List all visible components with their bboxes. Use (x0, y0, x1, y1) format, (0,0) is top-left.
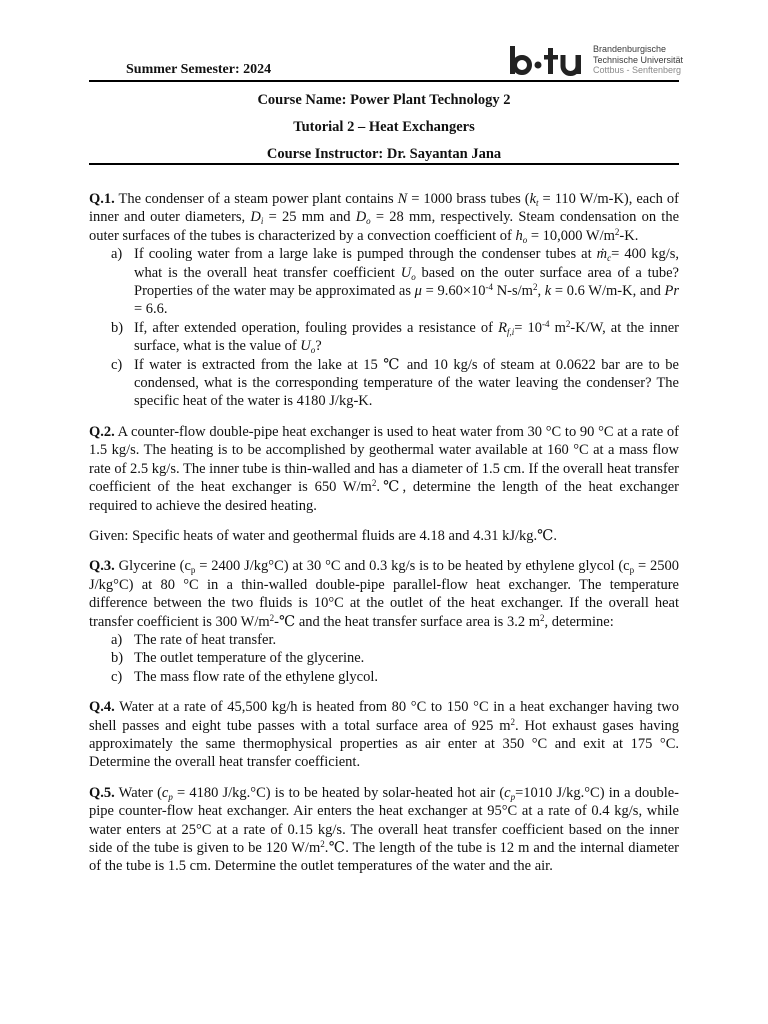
question-2-label: Q.2. (89, 423, 115, 440)
given-text: Given: Specific heats of water and geothermal fluids are 4.18 and 4.31 kJ/kg.℃. (89, 527, 558, 544)
part-b-label: b) (111, 319, 124, 336)
question-3-part-a (89, 631, 679, 649)
course-name: Course Name: Power Plant Technology 2 (257, 92, 511, 108)
question-3-text: Q.3. Glycerine ($c_p = 2400$ J/kg°C) at 30 °C and 0.3 kg/s is to be heated by ethylene glycol ($c_p = 2500$ J/kg°C) at 80 °C in a thin-walled double-pipe parallel-flow heat exchanger. The temperature difference between the two fluids is 10°C at the outlet of the heat exchanger. If the overall heat transfer coefficient is 300 $W/m^2-℃$ and the heat transfer surface area is 3.2 $m^2$, determine: (89, 558, 679, 630)
header-rule-top (89, 80, 679, 82)
question-3-part-c (89, 668, 679, 686)
question-3-part-b (89, 649, 679, 667)
question-3-label: Q.3. (89, 558, 115, 575)
question-1-part-a: a) If cooling water from a large lake is pumped through the condenser tubes at ṁ$_c$= 400 kg/s, what is the overall heat transfer coefficient $U_o$ based on the outer surface area of a tube? Properties of the water may be approximated as $\mu = 9.60\times 10^{-4}$ $N-s/m^2$, k = 0.6 W/m-K, and Pr = 6.6. (111, 246, 680, 318)
question-5-text: Q.5. Water ($c_p = 4180$ J/kg.°C) is to be heated by solar-heated hot air ($c_p=1010$ J/kg.°C) in a double-pipe counter-flow heat exchanger. Air enters the heat exchanger at 95°C at a rate of 0.4 kg/s, while water enters at 25°C at a rate of 0.15 kg/s. The overall heat transfer coefficient based on the inner side of the tube is given to be 120 $W/m^2.℃$. The length of the tube is 12 m and the internal diameter of the tube is 1.5 cm. Determine the outlet temperatures of the water and the air. (89, 784, 680, 875)
question-5 (89, 784, 679, 876)
question-1-label: Q.1. (89, 191, 115, 207)
course-instructor: Course Instructor: Dr. Sayantan Jana (266, 146, 502, 162)
part-c-label: c) (111, 668, 123, 685)
question-1-parts (89, 245, 679, 411)
part-b-text: The outlet temperature of the glycerine. (134, 650, 365, 667)
question-2 (89, 423, 679, 515)
part-b-label: b) (111, 650, 124, 667)
tutorial-body (89, 190, 679, 888)
btu-logo (508, 44, 588, 78)
question-4-text: Q.4. Water at a rate of 45,500 kg/h is heated from 80 °C to 150 °C in a heat exchanger having two shell passes and eight tube passes with a total surface area of 925 $m^2$. Hot exhaust gases having approximately the same thermophysical properties as air enter at 350 °C and exit at 175 °C. Determine the overall heat transfer coefficient. (89, 699, 679, 771)
logo-line-2: Technische Universität (593, 54, 684, 65)
question-3-parts (89, 631, 679, 686)
question-3 (89, 557, 679, 686)
part-c-text: The mass flow rate of the ethylene glycol. (134, 668, 379, 685)
part-a-label: a) (111, 631, 123, 648)
tutorial-title: Tutorial 2 – Heat Exchangers (293, 119, 475, 135)
logo-line-3: Cottbus - Senftenberg (593, 65, 682, 75)
question-5-label: Q.5. (89, 784, 115, 801)
part-a-label: a) (111, 246, 123, 263)
part-c-label: c) (111, 356, 123, 373)
question-1-text: Q.1. The condenser of a steam power plant contains N = 1000 brass tubes ($k_t = 110$ W/m-K), each of inner and outer diameters, $D_i = 25$ mm and $D_o = 28$ mm, respectively. Steam condensation on the outer surfaces of the tubes is characterized by a convection coefficient of $h_o = 10,000$ $W/m^2-K$. (89, 191, 680, 245)
question-1 (89, 190, 679, 411)
header-rule-bottom (89, 163, 679, 165)
question-4-label: Q.4. (89, 699, 115, 716)
logo-tagline (593, 44, 683, 76)
question-2-text: Q.2. A counter-flow double-pipe heat exchanger is used to heat water from 30 °C to 90 °C at a rate of 1.5 kg/s. The heating is to be accomplished by geothermal water available at 160 °C at a mass flow rate of 2.5 kg/s. The inner tube is thin-walled and has a diameter of 1.5 cm. If the overall heat transfer coefficient of the heat exchanger is 650 $W/m^2.℃$, determine the length of the heat exchanger required to achieve the desired heating. (89, 423, 679, 514)
question-1-part-c: c) If water is extracted from the lake at 15 ℃ and 10 kg/s of steam at 0.0622 bar are to be condensed, what is the corresponding temperature of the water leaving the condenser? The specific heat of the water is 4180 J/kg-K. (111, 356, 679, 410)
semester-label: Summer Semester: 2024 (126, 62, 272, 77)
logo-line-1: Brandenburgische (593, 44, 667, 54)
part-a-text: The rate of heat transfer. (134, 631, 277, 648)
question-1-part-b: b) If, after extended operation, fouling provides a resistance of $R_{f,i}= 10^{-4}$ $m^2-K/W$, at the inner surface, what is the value of $U_o$? (111, 318, 680, 356)
question-2-given (89, 527, 679, 545)
question-4 (89, 698, 679, 772)
